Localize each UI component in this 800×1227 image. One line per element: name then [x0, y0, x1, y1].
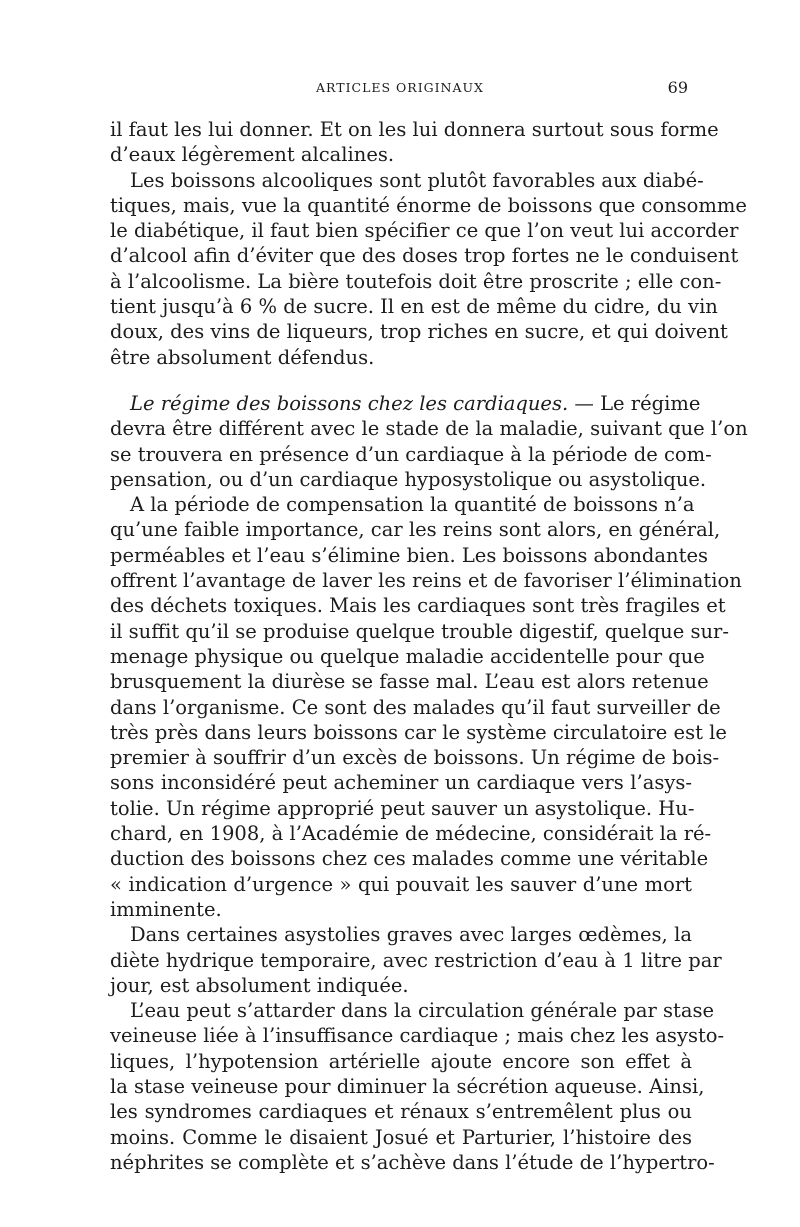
text-line: duction des boissons chez ces malades comme une véritable: [110, 847, 709, 871]
text-line: L’eau peut s’attarder dans la circulation générale par stase: [130, 999, 715, 1023]
page-header: [110, 78, 690, 102]
text-line: néphrites se complète et s’achève dans l’étude de l’hypertro-: [110, 1150, 715, 1174]
text-line: doux, des vins de liqueurs, trop riches en sucre, et qui doivent: [110, 320, 728, 344]
page-number: 69: [667, 78, 688, 97]
text-line: « indication d’urgence » qui pouvait les sauver d’une mort: [110, 872, 692, 896]
text-line: sons inconsidéré peut acheminer un cardiaque vers l’asys-: [110, 771, 692, 795]
text-line: les syndromes cardiaques et rénaux s’entremêlent plus ou: [110, 1100, 692, 1124]
text-line: moins. Comme le disaient Josué et Parturier, l’histoire des: [110, 1125, 692, 1149]
text-line: A la période de compensation la quantité de boissons n’a: [130, 493, 695, 517]
text-line: perméables et l’eau s’élimine bien. Les boissons abondantes: [110, 543, 708, 567]
text-line: chard, en 1908, à l’Académie de médecine, considérait la ré-: [110, 822, 712, 846]
text-line: pensation, ou d’un cardiaque hyposystolique ou asystolique.: [110, 467, 707, 491]
text-line: Les boissons alcooliques sont plutôt favorables aux diabé-: [130, 168, 704, 192]
text-line: très près dans leurs boissons car le système circulatoire est le: [110, 720, 727, 744]
paragraph-gap: [110, 370, 692, 391]
text-line: tolie. Un régime approprié peut sauver un asystolique. Hu-: [110, 796, 695, 820]
text-line: devra être différent avec le stade de la maladie, suivant que l’on: [110, 417, 748, 441]
text-line: tient jusqu’à 6 % de sucre. Il en est de même du cidre, du vin: [110, 295, 718, 319]
text-line: la stase veineuse pour diminuer la sécrétion aqueuse. Ainsi,: [110, 1074, 705, 1098]
text-line: dans l’organisme. Ce sont des malades qu’il faut surveiller de: [110, 695, 721, 719]
text-line: tiques, mais, vue la quantité énorme de boissons que consomme: [110, 193, 747, 217]
text-line: — Le régime: [574, 391, 701, 415]
text-line: veineuse liée à l’insuffisance cardiaque ; mais chez les asysto-: [110, 1024, 725, 1048]
section-heading-line: [110, 391, 701, 416]
text-line: imminente.: [110, 897, 222, 921]
text-line: à l’alcoolisme. La bière toutefois doit être proscrite ; elle con-: [110, 269, 722, 293]
running-title: ARTICLES ORIGINAUX: [316, 80, 484, 95]
section-heading: Le régime des boissons chez les cardiaques.: [130, 391, 569, 415]
body-text: [110, 117, 748, 1175]
text-line: liques, l’hypotension artérielle ajoute encore son effet à: [110, 1049, 692, 1073]
text-line: premier à souffrir d’un excès de boissons. Un régime de bois-: [110, 746, 720, 770]
text-line: d’eaux légèrement alcalines.: [110, 143, 395, 167]
text-line: diète hydrique temporaire, avec restriction d’eau à 1 litre par: [110, 948, 722, 972]
text-line: le diabétique, il faut bien spécifier ce que l’on veut lui accorder: [110, 219, 739, 243]
text-line: il faut les lui donner. Et on les lui donnera surtout sous forme: [110, 118, 719, 141]
text-line: Dans certaines asystolies graves avec larges œdèmes, la: [130, 923, 692, 947]
text-line: des déchets toxiques. Mais les cardiaques sont très fragiles et: [110, 594, 726, 618]
text-line: d’alcool afin d’éviter que des doses trop fortes ne le conduisent: [110, 244, 739, 268]
text-line: offrent l’avantage de laver les reins et de favoriser l’élimination: [110, 569, 742, 593]
text-line: il suffit qu’il se produise quelque trouble digestif, quelque sur-: [110, 619, 729, 643]
text-line: menage physique ou quelque maladie accidentelle pour que: [110, 644, 705, 668]
text-line: brusquement la diurèse se fasse mal. L’eau est alors retenue: [110, 670, 709, 694]
text-line: jour, est absolument indiquée.: [110, 973, 409, 997]
text-line: qu’une faible importance, car les reins sont alors, en général,: [110, 518, 721, 542]
text-line: être absolument défendus.: [110, 345, 375, 369]
text-line: se trouvera en présence d’un cardiaque à la période de com-: [110, 442, 712, 466]
